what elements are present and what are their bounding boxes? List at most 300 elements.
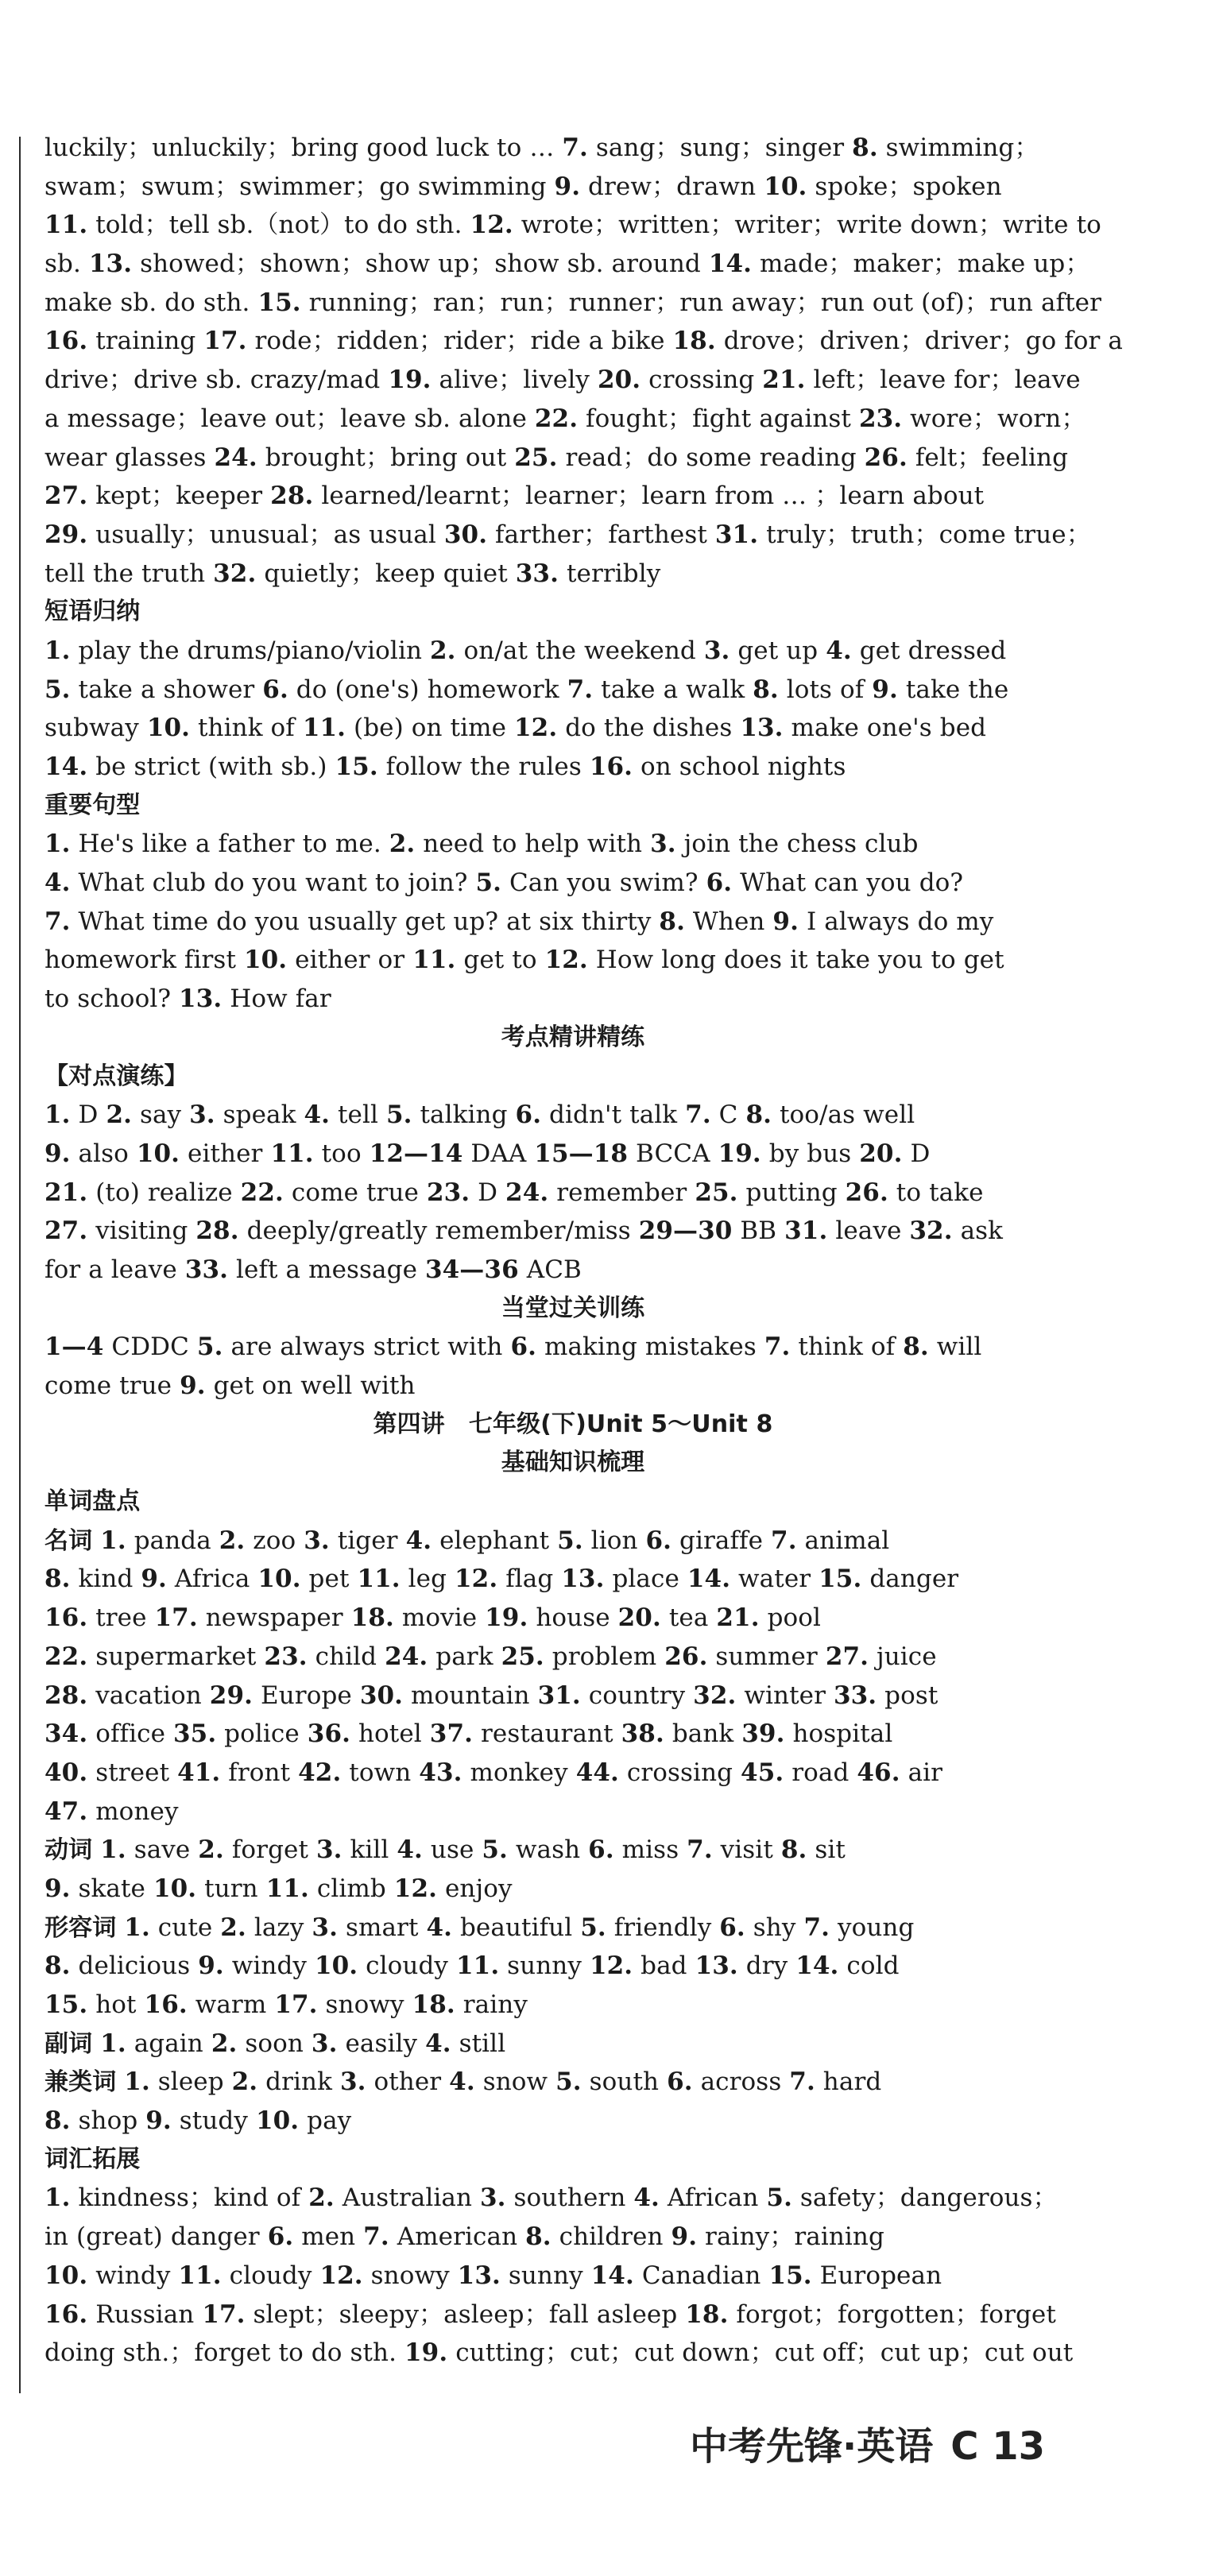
answer-text: children [551, 2222, 671, 2252]
answer-text: making mistakes [536, 1332, 764, 1362]
item-number: 34—36 [424, 1255, 519, 1284]
item-number: 18. [672, 327, 716, 356]
answer-text: sleep [149, 2067, 232, 2097]
answer-text: kill [342, 1835, 397, 1865]
section-heading: 单词盘点 [45, 1487, 141, 1516]
item-number: 4. [405, 1526, 432, 1555]
item-number: 25. [501, 1642, 544, 1671]
item-number: 8. [780, 1835, 807, 1865]
answer-text: tell the truth [45, 559, 214, 588]
answer-text: learned/learnt；learner；learn from … ；learn about [313, 482, 985, 511]
answer-text: showed；shown；show up；show sb. around [132, 249, 709, 279]
item-number: 6. [706, 868, 733, 898]
answer-line [45, 1328, 1101, 1367]
item-number: 5. [475, 868, 501, 898]
answer-text: brought；bring out [257, 443, 515, 472]
answer-line [45, 361, 1101, 400]
answer-line [45, 516, 1101, 555]
answer-text: terribly [558, 559, 661, 588]
item-number: 2. [389, 830, 416, 859]
item-number: 29. [45, 520, 88, 549]
answer-text: make one's bed [783, 714, 987, 743]
answer-line [45, 2025, 1101, 2064]
item-number: 7. [803, 1913, 830, 1942]
answer-text: tiger [329, 1526, 406, 1555]
answer-text: running；ran；run；runner；run away；run out (of)；run after [300, 288, 1102, 317]
answer-text: remember [548, 1178, 695, 1207]
item-number: 1. [124, 1913, 150, 1942]
item-number: 16. [45, 327, 88, 356]
answer-text: lion [582, 1526, 646, 1555]
answer-text [92, 1835, 100, 1864]
answer-text: training [87, 327, 204, 356]
answer-text: I always do my [798, 907, 994, 936]
section-heading: 词汇拓展 [45, 2145, 141, 2173]
answer-text: men [293, 2222, 364, 2252]
item-number: 1. [45, 1100, 71, 1130]
item-number: 2. [198, 1835, 224, 1865]
answer-text [116, 1913, 124, 1942]
answer-key-page [45, 129, 1123, 2373]
item-number: 13. [457, 2261, 501, 2290]
answer-text: movie [393, 1603, 486, 1633]
answer-text: Australian [334, 2183, 480, 2213]
item-number: 10. [255, 2106, 300, 2136]
answer-text: BB [732, 1216, 785, 1246]
answer-text: get on well with [205, 1371, 416, 1400]
item-number: 13. [561, 1565, 605, 1594]
category-label: 兼类词 [45, 2068, 117, 2097]
answer-text: will [928, 1332, 982, 1362]
answer-text: newspaper [197, 1603, 351, 1633]
answer-text: (be) on time [346, 714, 515, 743]
answer-text: hospital [784, 1719, 893, 1749]
answer-text: usually；unusual；as usual [87, 520, 444, 549]
answer-text: police [216, 1719, 308, 1749]
item-number: 28. [195, 1216, 239, 1246]
item-number: 2. [231, 2067, 258, 2097]
answer-line [45, 2296, 1101, 2334]
item-number: 2. [106, 1100, 132, 1130]
answer-line [45, 2218, 1101, 2257]
item-number: 17. [154, 1603, 198, 1633]
item-number: 28. [270, 482, 314, 511]
answer-text: shy [745, 1913, 804, 1942]
item-number: 23. [264, 1642, 308, 1671]
item-number: 29—30 [638, 1216, 733, 1246]
answer-text: in (great) danger [45, 2222, 268, 2252]
item-number: 31. [784, 1216, 828, 1246]
item-number: 3. [312, 1913, 338, 1942]
item-number: 11. [265, 1874, 309, 1903]
answer-text: warm [187, 1990, 275, 2019]
answer-text: tell [330, 1100, 386, 1130]
answer-text: wrote；written；writer；write down；write to [513, 211, 1101, 240]
answer-text: homework first [45, 946, 244, 975]
item-number: 11. [357, 1565, 401, 1594]
answer-text: shop [70, 2106, 146, 2136]
item-number: 13. [740, 714, 784, 743]
item-number: 5. [557, 1526, 583, 1555]
answer-text: spoke；spoken [807, 172, 1002, 201]
answer-text: What time do you usually get up? at six thirty [70, 907, 660, 936]
answer-text: swimming； [877, 133, 1039, 162]
answer-text: talking [412, 1100, 516, 1130]
book-title: 中考先锋·英语 [690, 2424, 934, 2469]
answer-text: delicious [70, 1951, 199, 1981]
answer-text: save [126, 1835, 199, 1865]
answer-text: sunny [500, 2261, 591, 2290]
item-number: 7. [45, 907, 71, 936]
answer-line [45, 2179, 1101, 2218]
item-number: 3. [304, 1526, 330, 1555]
answer-text: need to help with [415, 830, 651, 859]
item-number: 31. [537, 1681, 581, 1710]
answer-line [45, 1251, 1101, 1290]
item-number: 6. [588, 1835, 614, 1865]
answer-text: deeply/greatly remember/miss [238, 1216, 639, 1246]
answer-text: tree [87, 1603, 155, 1633]
item-number: 12. [544, 946, 588, 975]
answer-line [45, 1522, 1101, 1561]
item-number: 4. [426, 1913, 453, 1942]
answer-text: on/at the weekend [455, 636, 704, 665]
answer-text: follow the rules [377, 752, 590, 781]
item-number: 7. [764, 1332, 791, 1362]
answer-line [45, 1715, 1101, 1754]
item-number: 9. [45, 1874, 71, 1903]
item-number: 23. [426, 1178, 470, 1207]
answer-text: D [470, 1178, 506, 1207]
answer-text: Europe [253, 1681, 360, 1710]
item-number: 26. [664, 1642, 708, 1671]
answer-text: elephant [432, 1526, 558, 1555]
answer-text: for a leave [45, 1255, 185, 1284]
item-number: 9. [872, 675, 898, 704]
answer-text: come true [45, 1371, 180, 1400]
answer-text: snow [474, 2067, 556, 2097]
answer-text: cute [149, 1913, 221, 1942]
answer-text: mountain [403, 1681, 538, 1710]
answer-text: supermarket [87, 1642, 265, 1671]
answer-text: C [710, 1100, 746, 1130]
answer-text: lots of [778, 675, 873, 704]
item-number: 27. [45, 482, 88, 511]
item-number: 4. [397, 1835, 423, 1865]
answer-text: cloudy [358, 1951, 456, 1981]
item-number: 12. [514, 714, 558, 743]
item-number: 12. [589, 1951, 633, 1981]
item-number: 30. [359, 1681, 404, 1710]
answer-text: hard [815, 2067, 882, 2097]
answer-text: rainy；raining [697, 2222, 884, 2252]
item-number: 20. [617, 1603, 661, 1633]
item-number: 39. [741, 1719, 785, 1749]
answer-text: D [902, 1139, 931, 1168]
answer-line [45, 245, 1101, 284]
item-number: 10. [243, 946, 288, 975]
item-number: 6. [510, 1332, 536, 1362]
answer-line [45, 1831, 1101, 1870]
item-number: 9. [198, 1951, 224, 1981]
item-number: 23. [858, 404, 903, 433]
answer-text: air [900, 1758, 943, 1787]
answer-text: too/as well [772, 1100, 915, 1130]
answer-text: He's like a father to me. [70, 830, 389, 859]
answer-line [45, 941, 1101, 980]
answer-line [45, 2334, 1101, 2373]
answer-text: putting [737, 1178, 846, 1207]
item-number: 10. [764, 172, 807, 201]
answer-text: wear glasses [45, 443, 215, 472]
item-number: 24. [505, 1178, 549, 1207]
answer-text: CDDC [103, 1332, 197, 1362]
item-number: 1. [45, 636, 71, 665]
item-number: 8. [745, 1100, 772, 1130]
item-number: 10. [314, 1951, 358, 1981]
answer-text: do (one's) homework [288, 675, 567, 704]
answer-text: cold [838, 1951, 900, 1981]
answer-text: to take [888, 1178, 984, 1207]
item-number: 12. [319, 2261, 363, 2290]
answer-text: African [659, 2183, 767, 2213]
answer-text: again [126, 2029, 211, 2058]
answer-text: crossing [618, 1758, 741, 1787]
item-number: 31. [714, 520, 759, 549]
item-number: 11. [412, 946, 456, 975]
answer-text: sb. [45, 249, 89, 279]
answer-text: child [307, 1642, 385, 1671]
answer-text: water [730, 1565, 819, 1594]
item-number: 40. [45, 1758, 88, 1787]
item-number: 11. [302, 714, 346, 743]
answer-text: juice [869, 1642, 937, 1671]
answer-line [45, 2102, 1101, 2141]
answer-text: leg [400, 1565, 455, 1594]
answer-text: post [877, 1681, 939, 1710]
item-number: 15. [768, 2261, 812, 2290]
item-number: 14. [708, 249, 753, 279]
item-number: 8. [525, 2222, 552, 2252]
answer-text: BCCA [628, 1139, 718, 1168]
answer-text: flag [497, 1565, 562, 1594]
answer-text: use [422, 1835, 482, 1865]
answer-text: pool [759, 1603, 822, 1633]
item-number: 28. [45, 1681, 88, 1710]
answer-text: cutting；cut；cut down；cut off；cut up；cut out [447, 2338, 1074, 2368]
item-number: 7. [685, 1100, 711, 1130]
item-number: 30. [443, 520, 488, 549]
answer-text: cloudy [221, 2261, 320, 2290]
answer-text: make sb. do sth. [45, 288, 258, 317]
item-number: 9. [772, 907, 799, 936]
answer-line [45, 206, 1101, 245]
answer-text: zoo [245, 1526, 304, 1555]
item-number: 4. [633, 2183, 660, 2213]
item-number: 1. [100, 2029, 126, 2058]
answer-text: on school nights [633, 752, 846, 781]
item-number: 19. [485, 1603, 528, 1633]
answer-line [45, 980, 1101, 1019]
item-number: 5. [45, 675, 71, 704]
item-number: 9. [141, 1565, 167, 1594]
item-number: 5. [555, 2067, 582, 2097]
answer-text: danger [861, 1565, 959, 1594]
answer-text: quietly；keep quiet [256, 559, 516, 588]
item-number: 3. [703, 636, 730, 665]
answer-text: soon [237, 2029, 312, 2058]
item-number: 21. [716, 1603, 760, 1633]
item-number: 19. [718, 1139, 761, 1168]
answer-line [45, 1677, 1101, 1715]
item-number: 41. [177, 1758, 221, 1787]
answer-text: smart [337, 1913, 427, 1942]
answer-text [92, 1526, 100, 1555]
answer-text: visiting [87, 1216, 196, 1246]
item-number: 20. [859, 1139, 903, 1168]
answer-text: vacation [87, 1681, 210, 1710]
item-number: 37. [429, 1719, 474, 1749]
answer-text: get to [455, 946, 545, 975]
answer-line [45, 1909, 1101, 1947]
answer-text: sunny [499, 1951, 590, 1981]
item-number: 29. [209, 1681, 254, 1710]
answer-text: bank [664, 1719, 742, 1749]
answer-text [92, 2029, 100, 2058]
item-number: 7. [567, 675, 594, 704]
answer-line [45, 129, 1101, 168]
answer-line [45, 1367, 1101, 1406]
answer-text: windy [87, 2261, 179, 2290]
item-number: 24. [385, 1642, 428, 1671]
item-number: 13. [88, 249, 133, 279]
item-number: 2. [211, 2029, 238, 2058]
item-number: 19. [404, 2338, 448, 2368]
answer-text: felt；feeling [907, 443, 1069, 472]
answer-text: animal [796, 1526, 890, 1555]
answer-text: crossing [641, 366, 763, 395]
item-number: 13. [695, 1951, 738, 1981]
item-number: 14. [687, 1565, 731, 1594]
answer-line [45, 439, 1101, 478]
item-number: 36. [307, 1719, 351, 1749]
answer-text: pet [300, 1565, 358, 1594]
answer-line [45, 864, 1101, 903]
item-number: 24. [214, 443, 257, 472]
answer-text: alive；lively [431, 366, 598, 395]
item-number: 34. [45, 1719, 88, 1749]
answer-line [45, 322, 1123, 361]
item-number: 6. [515, 1100, 542, 1130]
item-number: 4. [304, 1100, 331, 1130]
item-number: 7. [789, 2067, 815, 2097]
answer-text: told；tell sb.（not）to do sth. [87, 211, 470, 240]
answer-line [45, 1793, 1101, 1831]
section-title: 基础知识梳理 [501, 1449, 645, 1477]
answer-line [45, 2257, 1101, 2296]
answer-text: either or [287, 946, 413, 975]
item-number: 26. [845, 1178, 888, 1207]
answer-text [116, 2067, 124, 2096]
answer-text: restaurant [473, 1719, 621, 1749]
answer-text: monkey [462, 1758, 576, 1787]
answer-text: by bus [761, 1139, 860, 1168]
item-number: 21. [762, 366, 806, 395]
item-number: 43. [419, 1758, 462, 1787]
item-number: 1. [45, 830, 71, 859]
item-number: 6. [267, 2222, 294, 2252]
item-number: 3. [189, 1100, 215, 1130]
answer-text: front [220, 1758, 299, 1787]
item-number: 27. [45, 1216, 88, 1246]
answer-text: subway [45, 714, 147, 743]
answer-text: too [313, 1139, 370, 1168]
item-number: 1. [124, 2067, 150, 2097]
answer-text: town [341, 1758, 420, 1787]
answer-text: problem [544, 1642, 665, 1671]
answer-text: forgot；forgotten；forget [728, 2299, 1056, 2329]
answer-line [45, 709, 1101, 748]
section-heading: 重要句型 [45, 791, 141, 819]
item-number: 15. [257, 288, 301, 317]
answer-text: Can you swim? [501, 868, 706, 898]
item-number: 5. [766, 2183, 792, 2213]
answer-text: leave [827, 1216, 910, 1246]
section-heading: 短语归纳 [45, 598, 141, 626]
answer-text: take a walk [593, 675, 753, 704]
section-heading: 【对点演练】 [45, 1062, 188, 1090]
item-number: 5. [482, 1835, 508, 1865]
answer-text: made；maker；make up； [752, 249, 1090, 279]
answer-line [45, 748, 1101, 787]
item-number: 11. [270, 1139, 314, 1168]
item-number: 6. [645, 1526, 672, 1555]
answer-line [45, 1096, 1101, 1135]
answer-text: European [811, 2261, 942, 2290]
item-number: 11. [178, 2261, 222, 2290]
page-number: C 13 [950, 2424, 1045, 2469]
item-number: 11. [455, 1951, 500, 1981]
answer-text: forget [223, 1835, 316, 1865]
answer-text: be strict (with sb.) [87, 752, 335, 781]
answer-text: kindness；kind of [70, 2183, 309, 2213]
item-number: 14. [45, 752, 88, 781]
item-number: 10. [45, 2261, 88, 2290]
item-number: 8. [659, 907, 685, 936]
answer-text: How far [222, 984, 331, 1014]
item-number: 17. [202, 2299, 246, 2329]
item-number: 1. [100, 1526, 126, 1555]
answer-text: other [366, 2067, 450, 2097]
item-number: 32. [213, 559, 257, 588]
item-number: 5. [580, 1913, 606, 1942]
answer-text: wash [507, 1835, 589, 1865]
answer-text: southern [505, 2183, 634, 2213]
answer-text: do the dishes [557, 714, 741, 743]
item-number: 33. [515, 559, 559, 588]
answer-line [45, 1870, 1101, 1909]
answer-text: house [528, 1603, 618, 1633]
answer-line [45, 284, 1101, 323]
item-number: 25. [514, 443, 558, 472]
answer-text: get dressed [851, 636, 1007, 665]
item-number: 7. [363, 2222, 389, 2252]
answer-text: farther；farthest [487, 520, 715, 549]
answer-text: sit [807, 1835, 846, 1865]
item-number: 10. [153, 1874, 197, 1903]
item-number: 2. [429, 636, 456, 665]
answer-text: ask [952, 1216, 1004, 1246]
